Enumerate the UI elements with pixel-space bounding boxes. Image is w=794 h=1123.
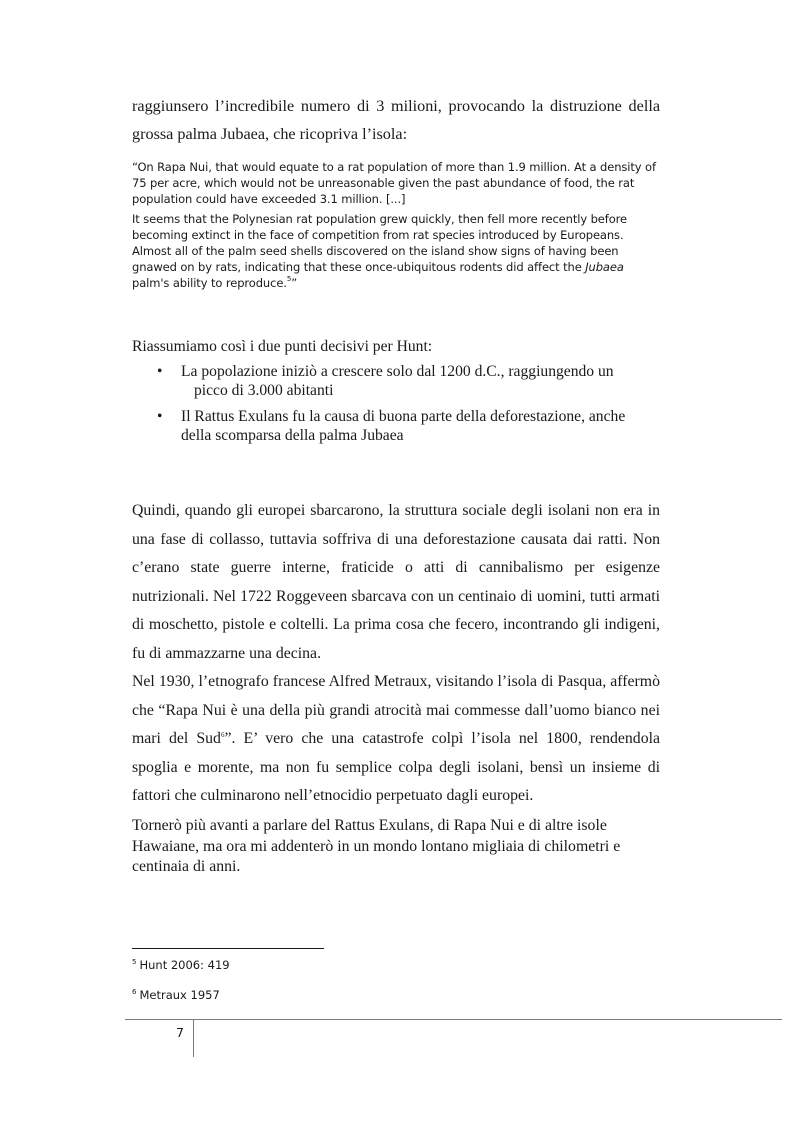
list-item — [132, 407, 660, 445]
footnote-ref-5[interactable]: 5 — [286, 275, 292, 283]
list-item-line-2: picco di 3.000 abitanti — [194, 382, 334, 399]
bullet-icon: • — [157, 408, 163, 425]
list-item-line-1: La popolazione iniziò a crescere solo dal 1200 d.C., raggiungendo un — [181, 363, 614, 380]
summary-line: Riassumiamo così i due punti decisivi per Hunt: — [132, 338, 433, 355]
footnote-text: Hunt 2006: 419 — [139, 958, 230, 972]
quote-italic-term: Jubaea — [585, 260, 624, 274]
body-paragraph-3 — [132, 816, 660, 878]
paragraph-text: Tornerò più avanti a parlare del Rattus Exulans, di Rapa Nui e di altre isole Hawaiane, ma ora mi addenterò in un mondo lontano migliaia di chilometri e centinaia di anni. — [132, 817, 621, 875]
list-item — [132, 362, 660, 400]
footnote-separator — [132, 948, 324, 949]
key-points-list — [132, 362, 660, 452]
list-item-line-2: della scomparsa della palma Jubaea — [181, 427, 404, 444]
bullet-icon: • — [157, 363, 163, 380]
footnote-text: Metraux 1957 — [139, 988, 220, 1002]
footnote-5 — [132, 958, 230, 972]
paragraph-text-start: Nel 1930, l’etnografo francese Alfred Metraux, visitando l’isola di Pasqua, affermò che “Rapa Nui è una della più grandi atrocità mai commesse dall’uomo bianco nei mari del Sud — [132, 673, 660, 748]
body-paragraph-1 — [132, 497, 660, 669]
intro-paragraph — [132, 92, 660, 148]
quote-paragraph-1: “On Rapa Nui, that would equate to a rat population of more than 1.9 million. At a density of 75 per acre, which would not be unreasonable given the past abundance of food, the rat population could have exceeded 3.1 million. [...] — [132, 160, 656, 206]
quote-text: It seems that the Polynesian rat population grew quickly, then fell more recently before becoming extinct in the face of competition from rat species introduced by Europeans. Almost all of the palm seed shells discovered on the island show signs of having been gnawed on by rats, indicating that these once-ubiquitous rodents did affect the — [132, 212, 628, 274]
footnote-ref-6[interactable]: 6 — [220, 731, 225, 740]
quote-close-mark: ” — [291, 276, 298, 290]
page-number: 7 — [176, 1025, 184, 1040]
list-item-line-1: Il Rattus Exulans fu la causa di buona parte della deforestazione, anche — [181, 408, 626, 425]
quote-paragraph-2 — [132, 211, 660, 291]
paragraph-text: Quindi, quando gli europei sbarcarono, la struttura sociale degli isolani non era in una fase di collasso, tuttavia soffriva di una deforestazione causata dai ratti. Non c’erano state guerre interne, fraticide o atti di cannibalismo per esigenze nutrizionali. Nel 1722 Roggeveen sbarcava con un centinaio di uomini, tutti armati di moschetto, pistole e coltelli. La prima cosa che fecero, incontrando gli indigeni, fu di ammazzarne una decina. — [132, 502, 660, 662]
body-paragraph-2 — [132, 668, 660, 811]
footer-vertical-divider — [193, 1019, 194, 1057]
paragraph-text-end: ”. E’ vero che una catastrofe colpì l’isola nel 1800, rendendola spoglia e morente, ma non fu semplice colpa degli isolani, bensì un insieme di fattori che culminarono nell’etnocidio perpetuato dagli europei. — [132, 730, 661, 805]
footnote-6 — [132, 988, 220, 1002]
intro-line-2: grossa palma Jubaea, che ricopriva l’isola: — [132, 125, 408, 143]
paragraph-text — [132, 668, 660, 811]
block-quote — [132, 159, 660, 291]
quote-text-end: palm's ability to reproduce. — [132, 276, 287, 290]
footnote-number: 5 — [132, 958, 137, 966]
footnote-number: 6 — [132, 988, 137, 996]
intro-line-1: raggiunsero l’incredibile numero di 3 milioni, provocando la distruzione della — [132, 97, 660, 115]
footer-divider — [125, 1019, 782, 1020]
